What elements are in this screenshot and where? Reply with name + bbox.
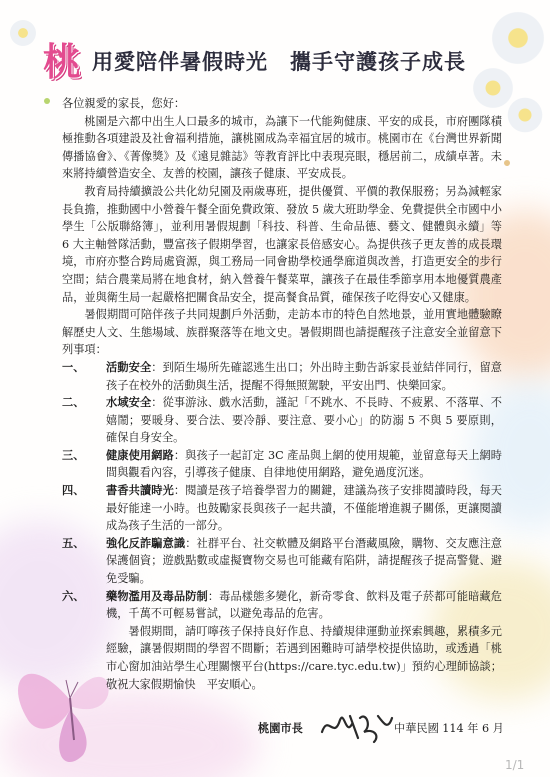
- item-heading: 水域安全: [106, 395, 152, 410]
- item-number: 五、: [62, 535, 85, 550]
- decorative-dot: [44, 98, 50, 104]
- item-text: ：從事游泳、戲水活動，謹記「不跳水、不長時、不疲累、不落單、不嬉鬧；要暖身、要合法、要冷靜、要注意、要小心」的防溺 5 不與 5 要原則，確保自身安全。: [106, 396, 502, 445]
- signature-block: [258, 706, 508, 746]
- intro-paragraph-1: 桃園是六都中出生人口最多的城市，為讓下一代能夠健康、平安的成長，市府團隊積極推動各項建設及社會福利措施，讓桃園成為幸福宜居的城市。桃園市在《台灣世界新聞傳播協會》、《菁像獎》及《遠見雜誌》等教育評比中表現亮眼，穩居前二，成績卓著。未來將持續營造安全、友善的校園，讓孩子健康、平安成長。: [62, 114, 502, 181]
- safety-list: [62, 359, 502, 623]
- list-item: [62, 482, 502, 535]
- letter-header: [40, 40, 510, 90]
- item-number: 四、: [62, 483, 85, 498]
- list-item: [62, 359, 502, 394]
- item-heading: 健康使用網路: [106, 447, 174, 462]
- item-number: 三、: [62, 447, 85, 462]
- signer-title: 桃園市長: [258, 721, 303, 735]
- intro-paragraph-3: 暑假期間可陪伴孩子共同規劃戶外活動，走訪本市的特色自然地景，並用實地體驗瞭解歷史人文、生態場域、族群聚落等在地文史。暑假期間也請提醒孩子注意安全並留意下列事項：: [62, 308, 502, 357]
- item-heading: 強化反詐騙意識: [106, 535, 186, 550]
- taoyuan-logo: 桃: [42, 40, 81, 84]
- item-number: 一、: [62, 359, 85, 374]
- intro-paragraph-2: 教育局持續擴設公共化幼兒園及兩歲專班，提供優質、平價的教保服務；另為減輕家長負擔，推動國中小營養午餐全面免費政策、發放 5 歲大班助學金、免費提供全市國中小學生「公版聯絡簿」，並利用暑假規劃「科技、科普、生命品德、藝文、健體與永續」等 6 大主軸營隊活動，豐富孩子假期學習，也讓家長倍感安心。為提供孩子更友善的成長環境，市府亦整合跨局處資源，與工務局一同會勘學校通學廊道與改善，打造更安全的步行空間；結合農業局將在地食材，納入營養午餐菜單，讓孩子在最佳季節享用本地優質農產品，並與衛生局一起嚴格把關食品安全，提高餐食品質，確保孩子吃得安心又健康。: [62, 184, 502, 304]
- item-heading: 書香共讀時光: [106, 483, 174, 498]
- letter-body: [62, 95, 502, 693]
- list-item: [62, 394, 502, 447]
- decorative-dot: [504, 160, 510, 166]
- salutation: 各位親愛的家長，您好：: [62, 97, 186, 110]
- item-text: ：社群平台、社交軟體及網路平台潛藏風險，購物、交友應注意保護個資；遊戲點數或虛擬寶物交易也可能藏有陷阱，請提醒孩子提高警覺、避免受騙。: [106, 536, 502, 586]
- closing-paragraph: 暑假期間，請叮嚀孩子保持良好作息、持續規律運動並探索興趣，累積多元經驗，讓暑假期間的學習不間斷；若遇到困難時可請學校提供協助，或透過「桃市心窗加油站學生心理關懷平台(https://care.tyc.edu.tw)」預約心理師協談；敬祝大家假期愉快 平安順心。: [106, 624, 502, 691]
- item-text: ：毒品樣態多變化，新奇零食、飲料及電子菸都可能暗藏危機，千萬不可輕易嘗試，以避免毒品的危害。: [106, 589, 502, 621]
- flower-icon: [8, 18, 38, 48]
- title-part-1: 用愛陪伴暑假時光: [92, 50, 268, 74]
- list-item: [62, 447, 502, 482]
- item-text: ：閱讀是孩子培養學習力的關鍵，建議為孩子安排閱讀時段，每天最好能達一小時。也鼓勵家長與孩子一起共讀，不僅能增進親子關係，更讓閱讀成為孩子生活的一部分。: [106, 484, 502, 533]
- item-text: ：與孩子一起訂定 3C 產品與上網的使用規範，並留意每天上網時間與觀看內容，引導孩子健康、自律地使用網路，避免過度沉迷。: [106, 448, 502, 480]
- flower-icon: [505, 95, 545, 135]
- item-number: 二、: [62, 395, 85, 410]
- page-title: [92, 46, 466, 76]
- title-part-2: 攜手守護孩子成長: [290, 50, 466, 74]
- item-text: ：到陌生場所先確認逃生出口；外出時主動告訴家長並結伴同行，留意孩子在校外的活動與生活，提醒不得無照駕駛，平安出門、快樂回家。: [106, 360, 502, 392]
- item-number: 六、: [62, 588, 85, 603]
- page-number: 1/1: [505, 758, 525, 772]
- list-item: [62, 588, 502, 623]
- handwritten-signature: [316, 706, 396, 746]
- signature-date: 中華民國 114 年 6 月: [394, 722, 504, 735]
- item-heading: 藥物濫用及毒品防制: [106, 588, 208, 603]
- item-heading: 活動安全: [106, 359, 152, 374]
- list-item: [62, 535, 502, 588]
